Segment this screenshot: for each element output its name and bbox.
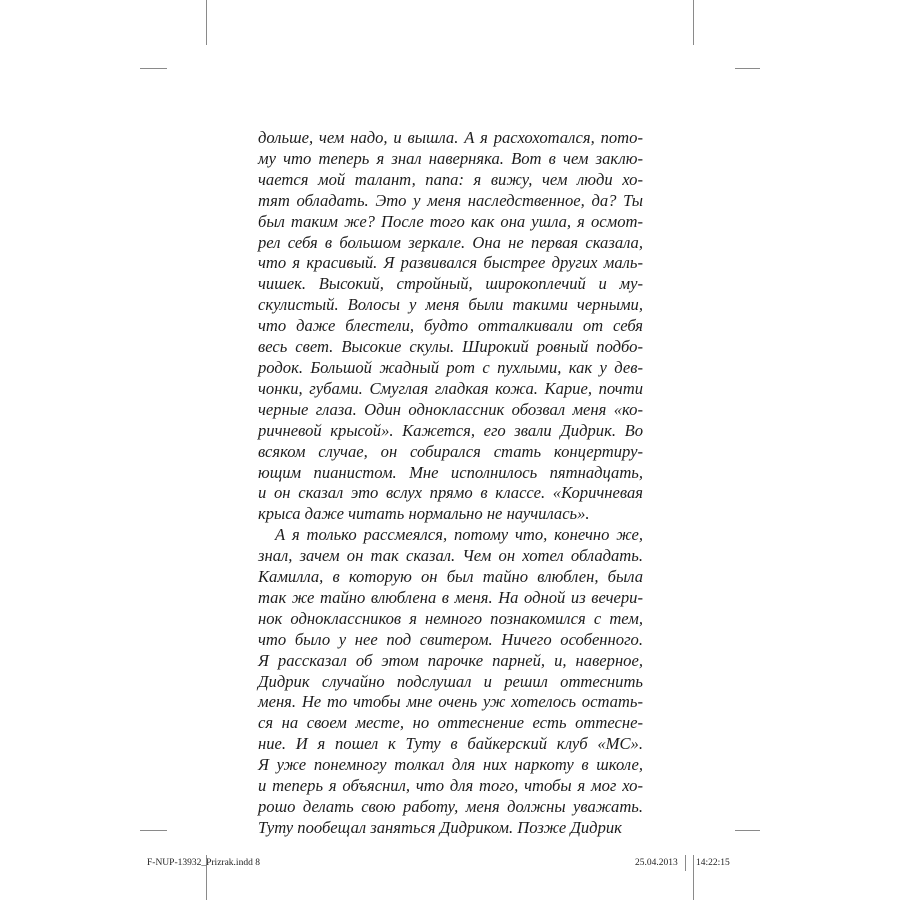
text-line: тят обладать. Это у меня наследственное, да? Ты bbox=[258, 190, 643, 210]
crop-mark-right-top bbox=[735, 68, 760, 69]
text-line: рошо делать свою работу, меня должны уважать. bbox=[258, 797, 643, 816]
body-text bbox=[258, 128, 643, 839]
text-line: что даже блестели, будто отталкивали от себя bbox=[258, 316, 643, 336]
text-line: му что теперь я знал наверняка. Вот в чем заклю- bbox=[258, 148, 643, 168]
text-line: всяком случае, он собирался стать концертиру- bbox=[258, 441, 643, 461]
slug-file-page: F-NUP-13932_Prizrak.indd 8 bbox=[147, 858, 260, 868]
crop-mark-left-bottom bbox=[140, 830, 167, 831]
text-line: Я уже понемногу толкал для них наркоту в школе, bbox=[258, 755, 643, 775]
text-line: так же тайно влюблена в меня. На одной из вечери- bbox=[258, 587, 643, 607]
text-line: рел себя в большом зеркале. Она не первая сказала, bbox=[258, 232, 643, 252]
crop-mark-top-right bbox=[693, 0, 694, 45]
text-line: Я рассказал об этом парочке парней, и, наверное, bbox=[258, 650, 643, 670]
text-line: нок одноклассников я немного познакомился с тем, bbox=[258, 608, 643, 628]
text-line: А я только рассмеялся, потому что, конечно же, bbox=[275, 525, 643, 545]
text-line: ние. И я пошел к Туту в байкерский клуб «МС». bbox=[258, 734, 643, 754]
text-line: чишек. Высокий, стройный, широкоплечий и му- bbox=[258, 274, 643, 294]
text-line: крыса даже читать нормально не научилась». bbox=[258, 504, 590, 524]
crop-mark-bottom-right bbox=[693, 855, 694, 900]
text-line: Туту пообещал заняться Дидриком. Позже Дидрик bbox=[258, 817, 622, 837]
text-line: черные глаза. Один одноклассник обозвал меня «ко- bbox=[258, 399, 643, 419]
text-line: Камилла, в которую он был тайно влюблен, была bbox=[258, 567, 643, 587]
text-line: и теперь я объяснил, что для того, чтобы я мог хо- bbox=[258, 776, 643, 796]
text-line: дольше, чем надо, и вышла. А я расхохотался, пото- bbox=[258, 128, 643, 147]
text-line: что было у нее под свитером. Ничего особенного. bbox=[258, 629, 643, 649]
text-line: чается мой талант, папа: я вижу, чем люди хо- bbox=[258, 169, 643, 189]
text-line: был таким же? После того как она ушла, я осмот- bbox=[258, 211, 643, 231]
crop-mark-left-top bbox=[140, 68, 167, 69]
slug-time: 14:22:15 bbox=[696, 858, 730, 868]
text-line: весь свет. Высокие скулы. Широкий ровный подбо- bbox=[258, 337, 643, 357]
text-line: скулистый. Волосы у меня были такими черными, bbox=[258, 295, 643, 315]
text-line: меня. Не то чтобы мне очень уж хотелось остать- bbox=[258, 692, 643, 712]
slug-separator bbox=[685, 855, 686, 871]
text-line: родок. Большой жадный рот с пухлыми, как у дев- bbox=[258, 357, 643, 377]
text-line: и он сказал это вслух прямо в классе. «Коричневая bbox=[258, 483, 643, 503]
slug-date: 25.04.2013 bbox=[635, 858, 678, 868]
text-line: знал, зачем он так сказал. Чем он хотел обладать. bbox=[258, 546, 643, 566]
text-line: Дидрик случайно подслушал и решил оттеснить bbox=[258, 671, 643, 691]
text-line: чонки, губами. Смуглая гладкая кожа. Карие, почти bbox=[258, 378, 643, 398]
text-line: ся на своем месте, но оттеснение есть оттесне- bbox=[258, 713, 643, 733]
crop-mark-top-left bbox=[206, 0, 207, 45]
text-line: ричневой крысой». Кажется, его звали Дидрик. Во bbox=[258, 420, 643, 440]
crop-mark-right-bottom bbox=[735, 830, 760, 831]
text-line: ющим пианистом. Мне исполнилось пятнадцать, bbox=[258, 462, 643, 482]
text-line: что я красивый. Я развивался быстрее других маль- bbox=[258, 253, 643, 273]
